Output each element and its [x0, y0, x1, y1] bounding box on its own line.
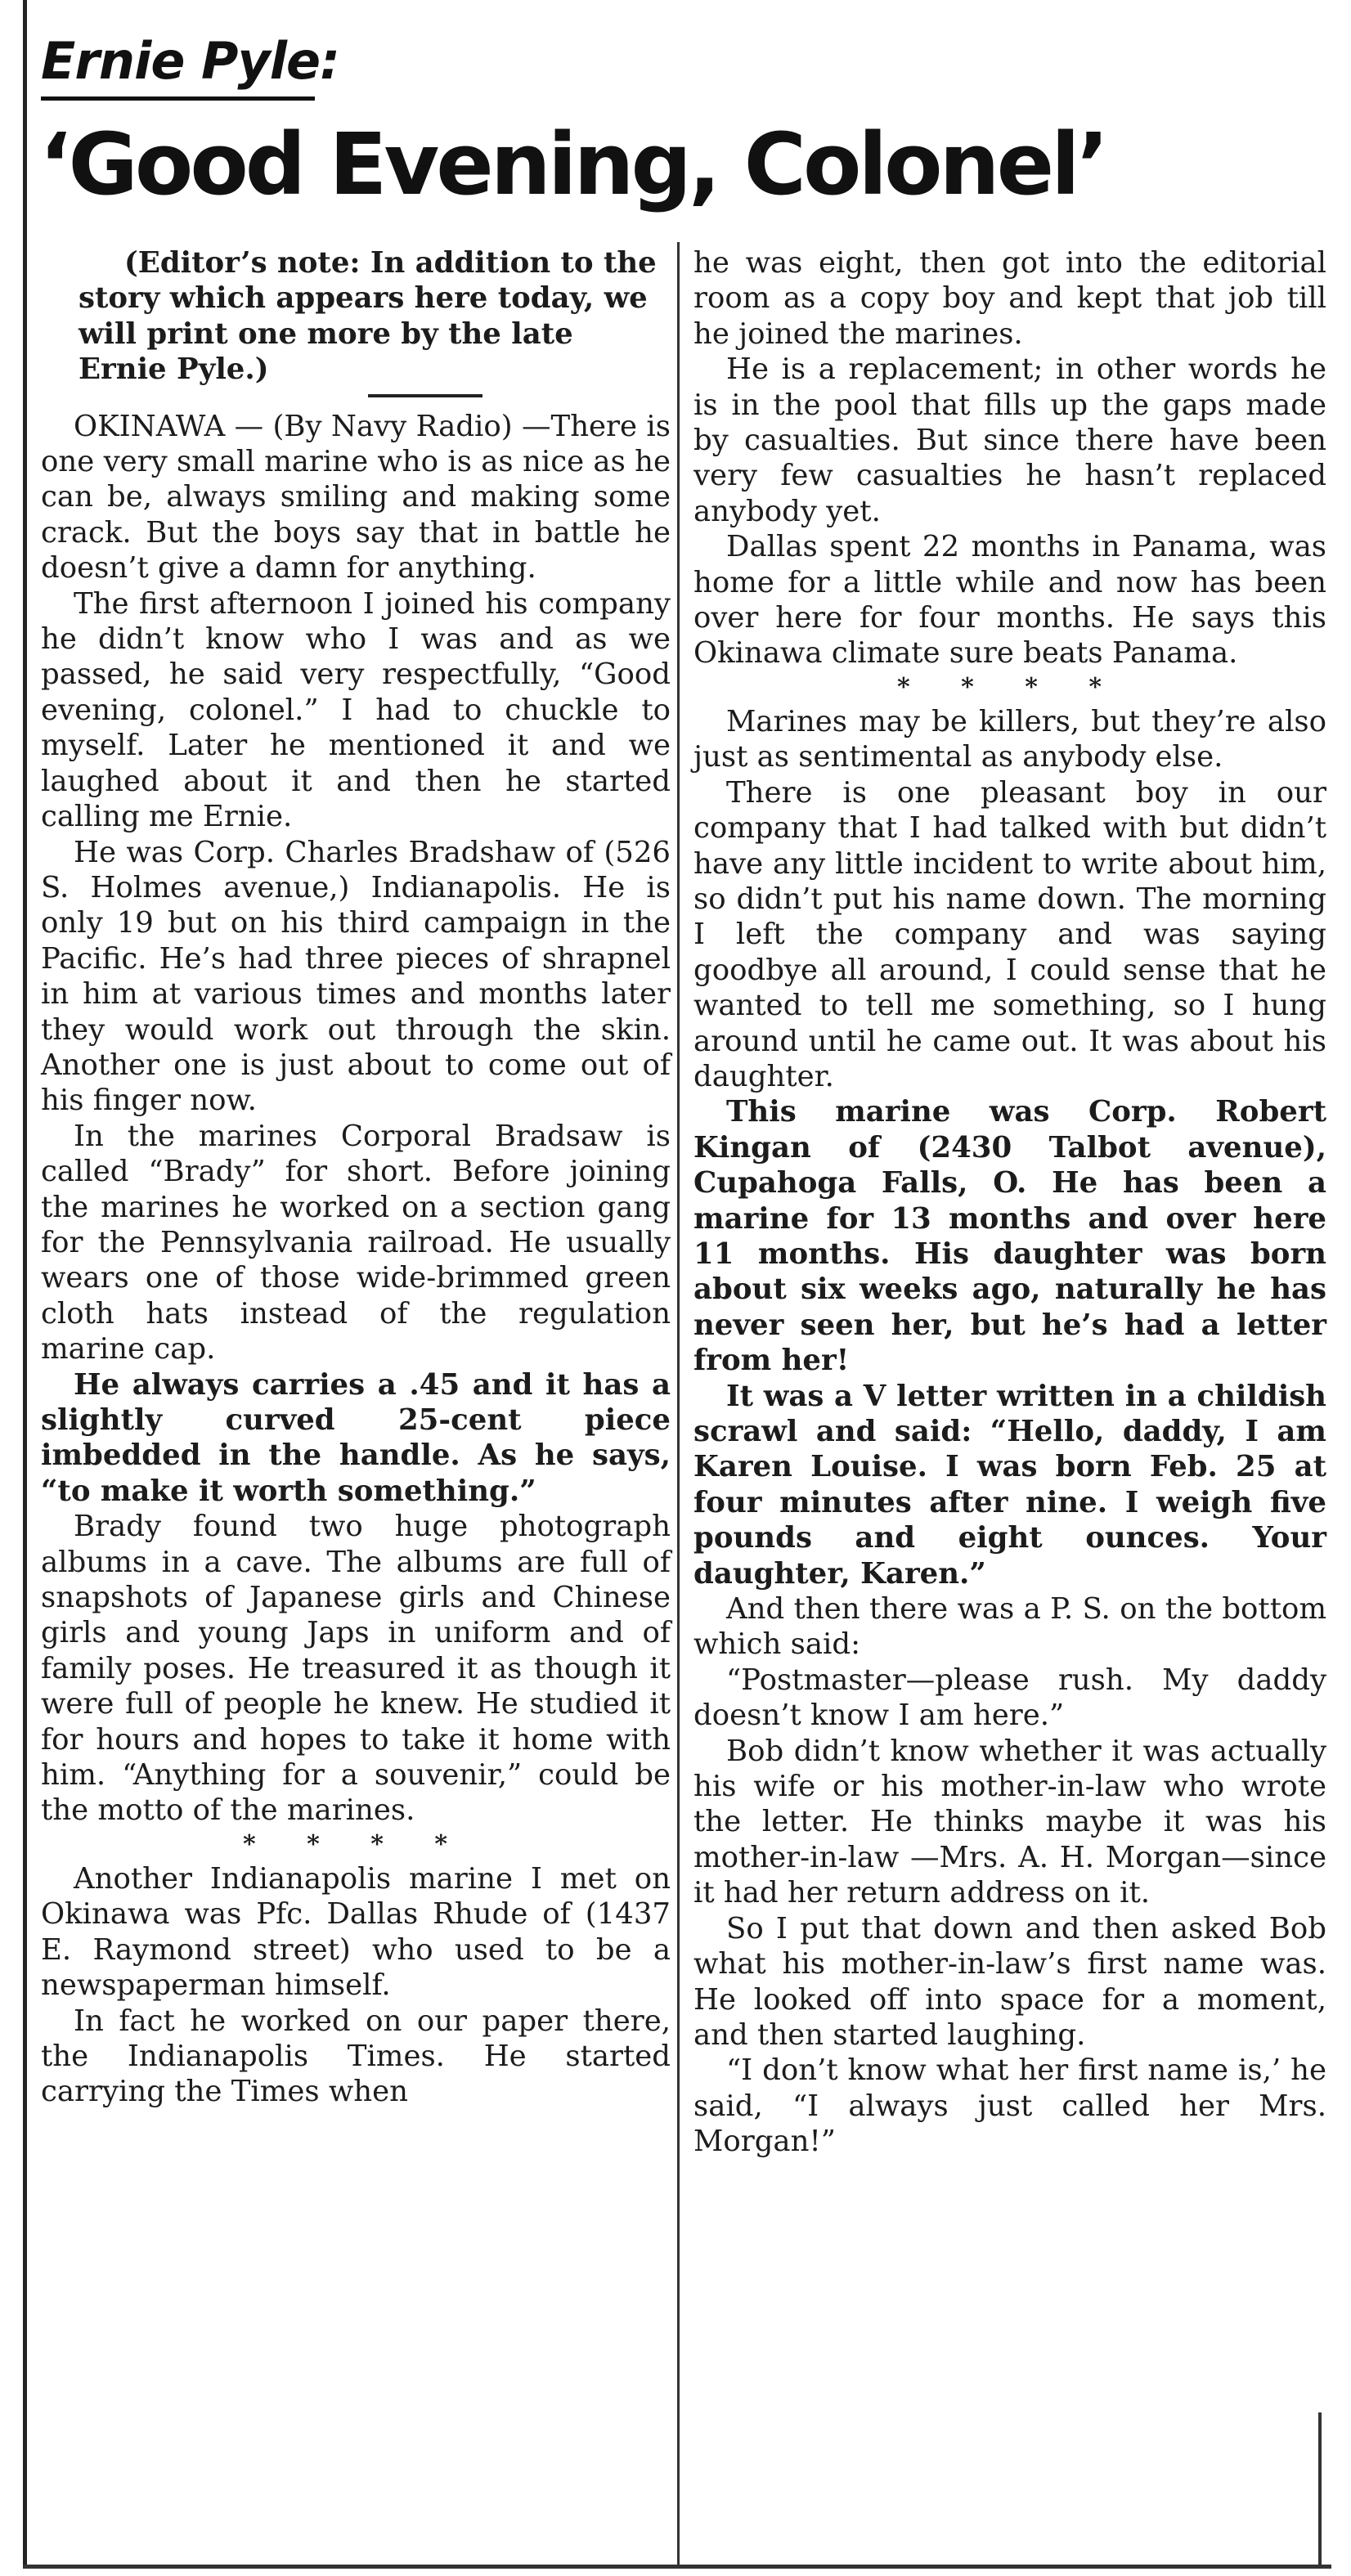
- kicker-underline: [41, 96, 315, 101]
- headline: ‘Good Evening, Colonel’: [39, 114, 1106, 214]
- column-divider: [677, 242, 680, 2566]
- section-break-stars: * * * *: [242, 1829, 469, 1859]
- left-column: [41, 245, 671, 2110]
- paragraph: And then there was a P. S. on the bottom which said:: [693, 1592, 1326, 1662]
- paragraph: This marine was Corp. Robert Kingan of (2430 Talbot avenue), Cupahoga Falls, O. He has been a marine for 13 months and over here 11 months. His daughter was born about six weeks ago, naturally he has never seen her, but he’s had a letter from her!: [693, 1095, 1326, 1378]
- right-column: [693, 245, 1326, 2160]
- kicker: Ernie Pyle:: [41, 31, 339, 91]
- paragraph: OKINAWA — (By Navy Radio) —There is one very small marine who is as nice as he can be, always smiling and making some crack. But the boys say that in battle he doesn’t give a damn for anything.: [41, 409, 671, 586]
- paragraph: The first afternoon I joined his company he didn’t know who I was and as we passed, he said very respectfully, “Good evening, colonel.” I had to chuckle to myself. Later he mentioned it and we laughed about it and then he started calling me Ernie.: [41, 586, 671, 834]
- paragraph: He is a replacement; in other words he is in the pool that fills up the gaps made by casualties. But since there have been very few casualties he hasn’t replaced anybody yet.: [693, 352, 1326, 528]
- paragraph: So I put that down and then asked Bob what his mother-in-law’s first name was. He looked off into space for a moment, and then started laughing.: [693, 1911, 1326, 2052]
- paragraph: There is one pleasant boy in our company that I had talked with but didn’t have any little incident to write about him, so didn’t put his name down. The morning I left the company and was saying goodbye all around, I could sense that he wanted to tell me something, so I hung around until he came out. It was about his daughter.: [693, 775, 1326, 1093]
- paragraph: Marines may be killers, but they’re also just as sentimental as anybody else.: [693, 704, 1326, 774]
- paragraph: Brady found two huge photograph albums in a cave. The albums are full of snapshots of Japanese girls and Chinese girls and young Japs in uniform and of family poses. He treasured it as though it were full of people he knew. He studied it for hours and hopes to take it home with him. “Anything for a souvenir,” could be the motto of the marines.: [41, 1510, 671, 1828]
- paragraph: Bob didn’t know whether it was actually his wife or his mother-in-law who wrote the letter. He thinks maybe it was his mother-in-law —Mrs. A. H. Morgan—since it had her return address on it.: [693, 1734, 1326, 1910]
- paragraph: It was a V letter written in a childish scrawl and said: “Hello, daddy, I am Karen Louise. I was born Feb. 25 at four minutes after nine. I weigh five pounds and eight ounces. Your daughter, Karen.”: [693, 1379, 1326, 1591]
- paragraph: In the marines Corporal Bradsaw is called “Brady” for short. Before joining the marines he worked on a section gang for the Pennsylvania railroad. He usually wears one of those wide-brimmed green cloth hats instead of the regulation marine cap.: [41, 1119, 671, 1367]
- editors-note-rule: [368, 394, 482, 397]
- paragraph: Another Indianapolis marine I met on Okinawa was Pfc. Dallas Rhude of (1437 E. Raymond street) who used to be a newspaperman himself.: [41, 1861, 671, 2003]
- paragraph: “Postmaster—please rush. My daddy doesn’t know I am here.”: [693, 1663, 1326, 1733]
- editors-note: (Editor’s note: In addition to the story which appears here today, we will print one more by the late Ernie Pyle.): [79, 246, 657, 387]
- paragraph: Dallas spent 22 months in Panama, was home for a little while and now has been over here for four months. He says this Okinawa climate sure beats Panama.: [693, 530, 1326, 671]
- paragraph: In fact he worked on our paper there, the Indianapolis Times. He started carrying the Times when: [41, 2004, 671, 2109]
- paragraph: He always carries a .45 and it has a slightly curved 25-cent piece imbedded in the handle. As he says, “to make it worth something.”: [41, 1367, 671, 1508]
- section-break-stars: * * * *: [896, 672, 1124, 702]
- paragraph: “I don’t know what her first name is,’ he said, “I always just called her Mrs. Morgan!”: [693, 2053, 1326, 2159]
- paragraph: he was eight, then got into the editorial room as a copy boy and kept that job till he joined the marines.: [693, 246, 1326, 351]
- paragraph: He was Corp. Charles Bradshaw of (526 S. Holmes avenue,) Indianapolis. He is only 19 but on his third campaign in the Pacific. He’s had three pieces of shrapnel in him at various times and months later they would work out through the skin. Another one is just about to come out of his finger now.: [41, 835, 671, 1118]
- right-border-rule: [1318, 2412, 1322, 2568]
- left-border-rule: [23, 0, 27, 2568]
